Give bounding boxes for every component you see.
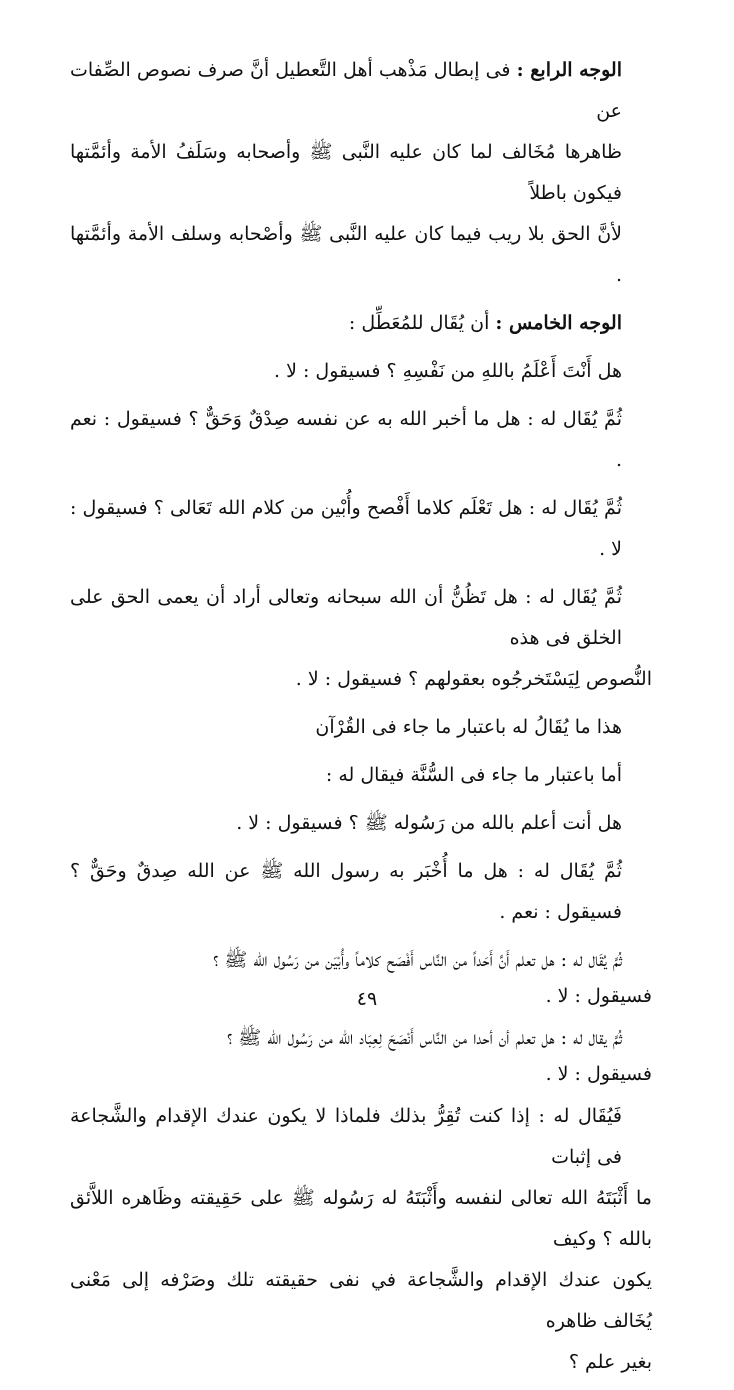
paragraph-conclusion [70, 1096, 652, 1383]
text-line: ثُمَّ يُقَال له : هل تَظُنُّ أن الله سبحانه وتعالى أراد أن يعمى الحق على الخلق فى هذه [70, 586, 622, 649]
text-line: فَيُقَال له : إذا كنت تُقِرُّ بذلك فلماذا لا يكون عندك الإقدام والشَّجاعة فى إثبات [70, 1105, 622, 1168]
heading-fifth-aspect: الوجه الخامس : [495, 312, 622, 334]
paragraph-quran-note: هذا ما يُقَالُ له باعتبار ما جاء فى القُرْآن [315, 716, 622, 738]
paragraph-sunnah-question-2: ثُمَّ يُقَال له : هل ما أُخْبَر به رسول الله ﷺ عن الله صِدقٌ وحَقٌّ ؟ فسيقول : نعم . [70, 860, 622, 923]
text-line: فى إبطال مَذْهب أهل التَّعطيل أنَّ صرف نصوص الصِّفات عن [70, 59, 622, 122]
text-line: فسيقول : لا . [545, 985, 652, 1007]
paragraph-fourth-aspect [70, 50, 652, 296]
text-line: أن يُقَال للمُعَطِّل : [348, 312, 496, 334]
paragraph-question-1: هل أَنْتَ أَعْلَمُ باللهِ من نَفْسِهِ ؟ فسيقول : لا . [274, 360, 622, 382]
page-number: ٤٩ [356, 988, 378, 1010]
paragraph-sunnah-question-4 [70, 1018, 652, 1089]
paragraph-sunnah-intro: أما باعتبار ما جاء فى السُّنَّة فيقال له : [325, 764, 622, 786]
paragraph-question-3: ثُمَّ يُقَال له : هل تَعْلَم كلاما أَفْصح وأُبْين من كلام الله تَعَالى ؟ فسيقول : لا . [70, 497, 622, 560]
text-line: يكون عندك الإقدام والشَّجاعة في نفى حقيقته تلك وصَرْفه إلى مَعْنى يُخَالف ظاهره [70, 1269, 652, 1332]
paragraph-question-2: ثُمَّ يُقَال له : هل ما أخبر الله به عن نفسه صِدْقٌ وَحَقٌّ ؟ فسيقول : نعم . [70, 408, 622, 471]
text-line: لأنَّ الحق بلا ريب فيما كان عليه النَّبى ﷺ وأصْحابه وسلف الأمة وأئمَّتها . [70, 223, 622, 286]
paragraph-fifth-aspect [70, 303, 652, 344]
text-line: ثُمَّ يقال له : هل تعلم أن أحدا من النَّاس أَنْصَحَ لِعِبَاد الله من رَسُول الله ﷺ ؟ [226, 1027, 622, 1049]
text-line: النُّصوص لِيَسْتَخرجُوه بعقولهم ؟ فسيقول : لا . [295, 668, 652, 690]
text-line: ثُمَّ يُقَال له : هل تعلم أَنَّ أَحَداً من النَّاس أَفْصَح كلاماً وأُبْيَن من رَسُول الله ﷺ ؟ [213, 949, 622, 971]
text-line: ما أَثْبَتَهُ الله تعالى لنفسه وأَثْبَتَهُ له رَسُوله ﷺ على حَقِيقته وظَاهره اللاَّئق بالله ؟ وكيف [70, 1187, 652, 1250]
text-line: ظاهرها مُخَالف لما كان عليه النَّبى ﷺ وأصحابه وسَلَفُ الأمة وأئمَّتها فيكون باطلاً [70, 141, 622, 204]
text-line: فسيقول : لا . [545, 1063, 652, 1085]
paragraph-question-4 [70, 577, 652, 700]
text-line: بغير علم ؟ [568, 1351, 652, 1373]
heading-fourth-aspect: الوجه الرابع : [516, 59, 623, 81]
paragraph-sunnah-question-1: هل أنت أعلم بالله من رَسُوله ﷺ ؟ فسيقول : لا . [236, 812, 622, 834]
document-page [70, 50, 652, 1390]
